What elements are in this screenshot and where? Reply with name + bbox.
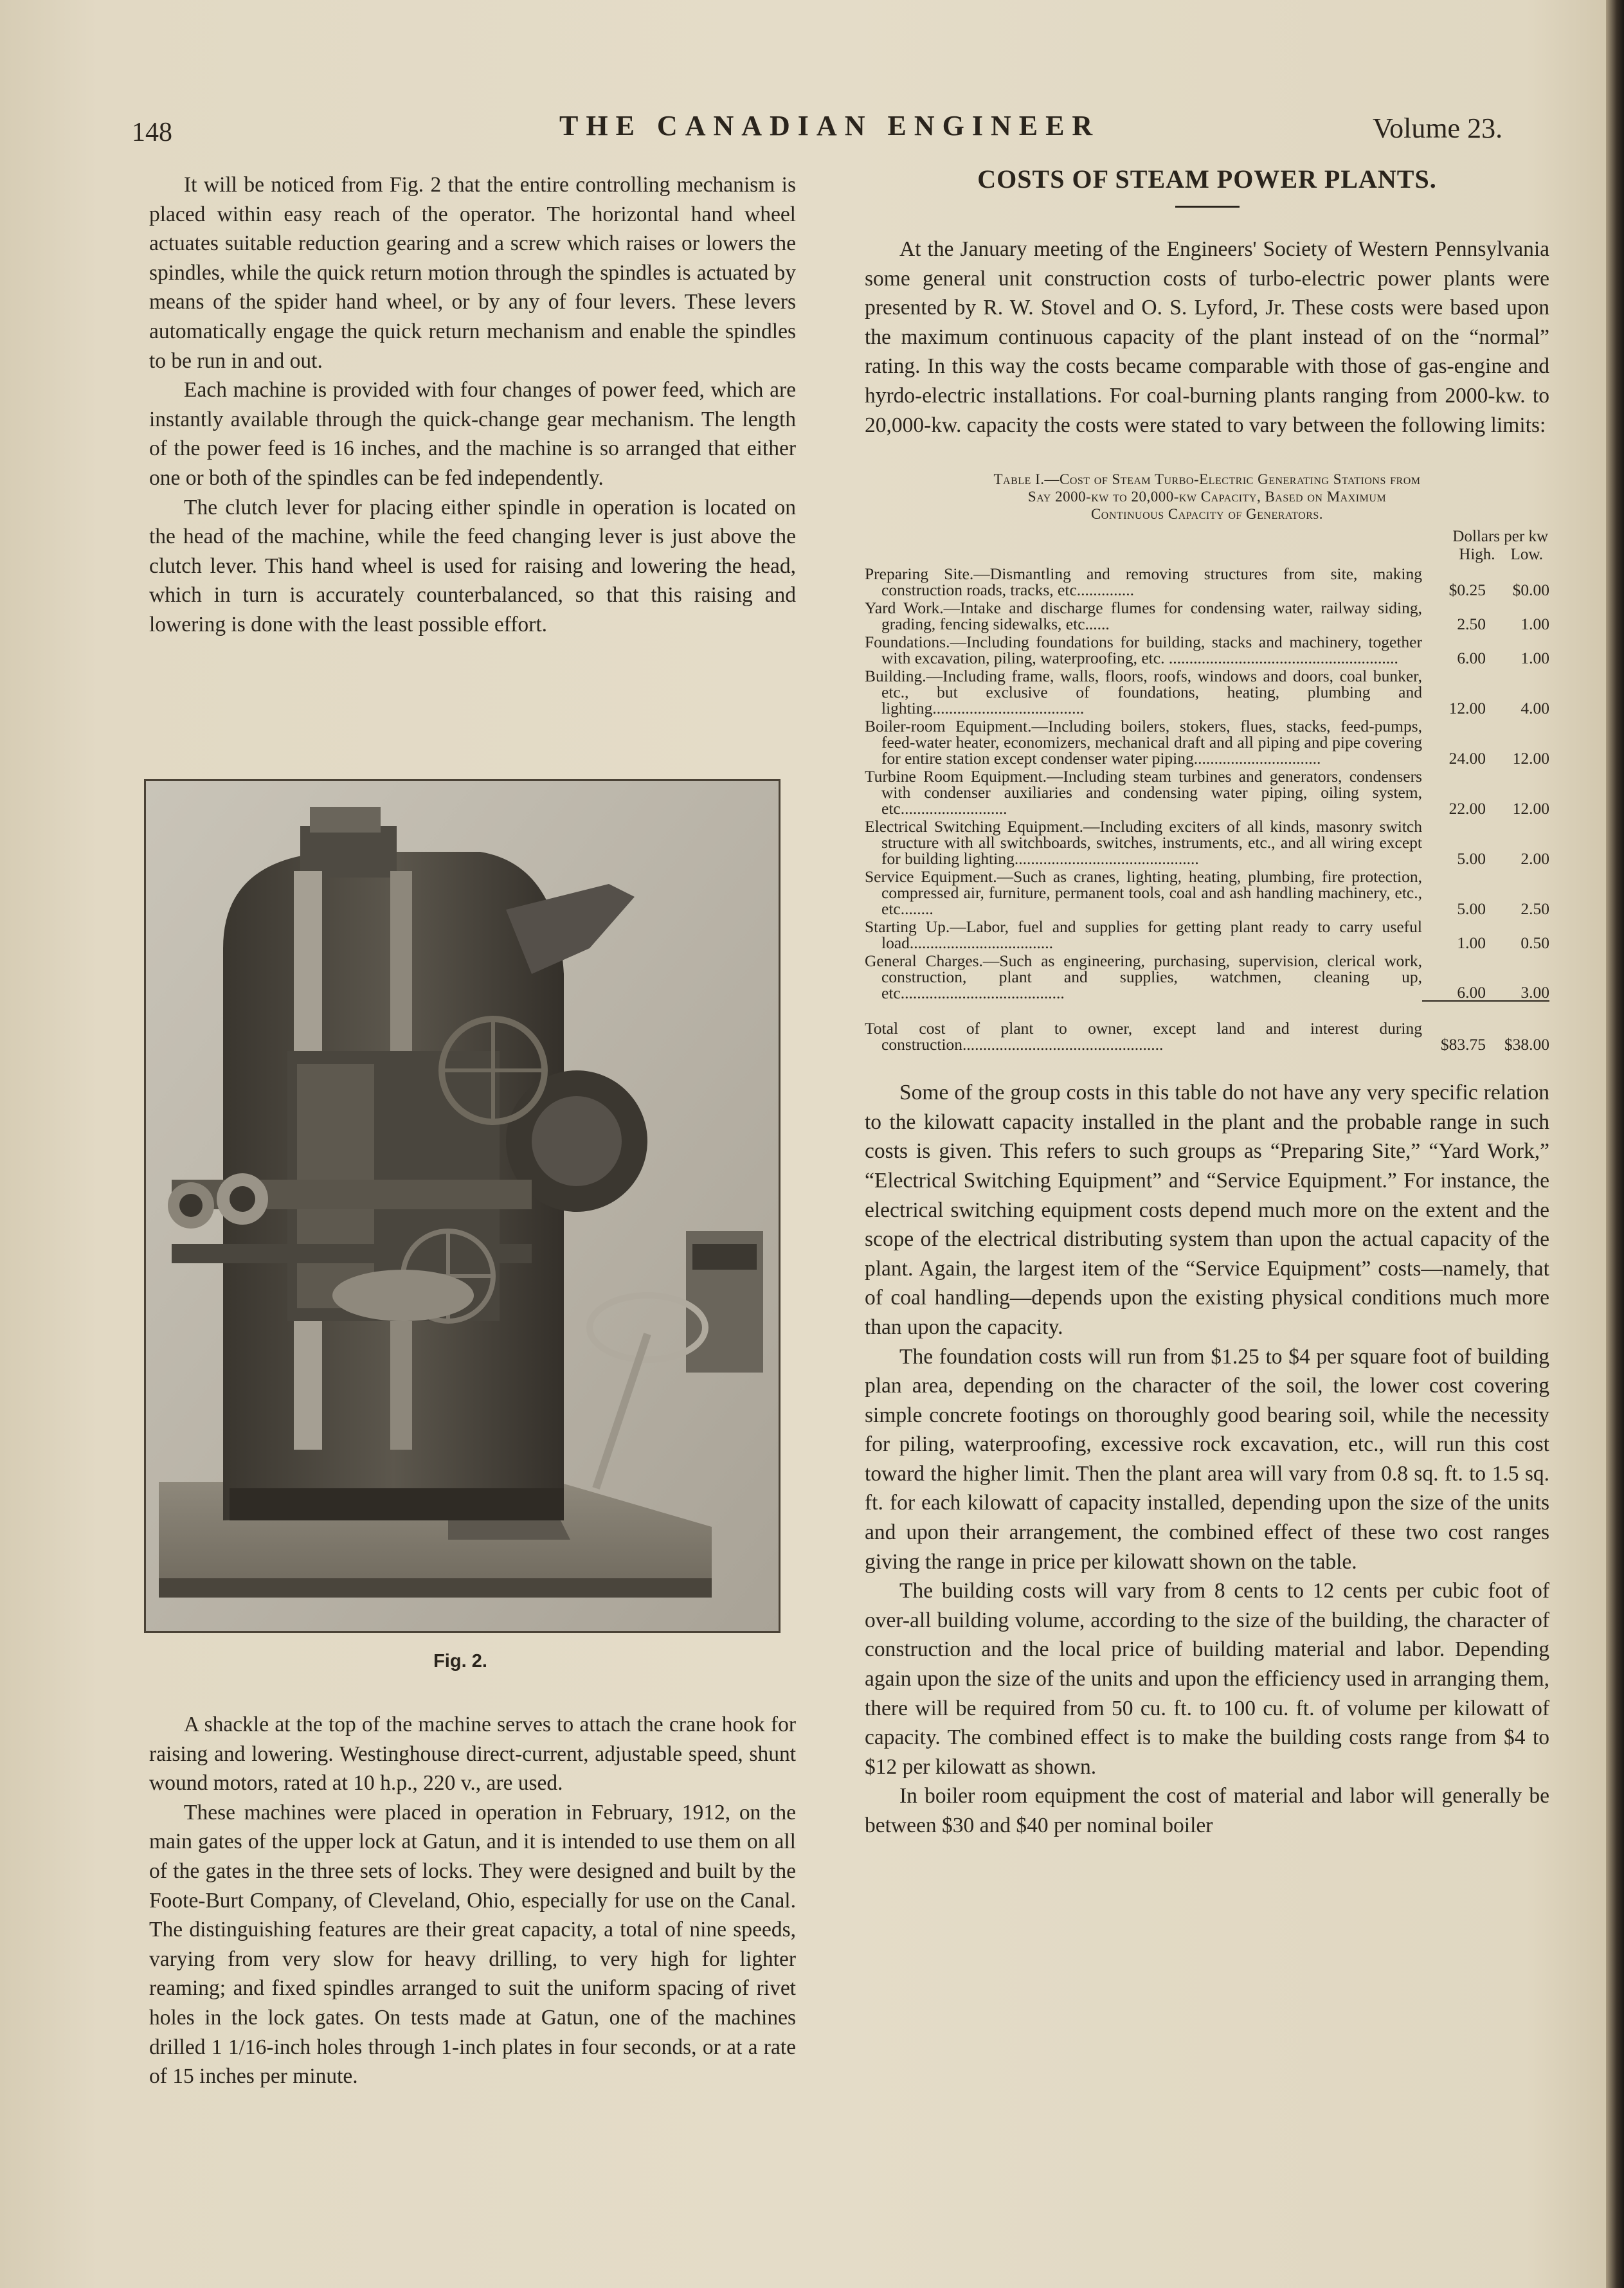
- row-low-value: 1.00: [1520, 649, 1549, 668]
- row-high-value: 2.50: [1457, 615, 1486, 634]
- row-high-value: 22.00: [1448, 799, 1486, 818]
- figure-caption: Fig. 2.: [433, 1651, 487, 1671]
- table-units-label: Dollars per kw: [1452, 528, 1548, 546]
- table-caption: [865, 471, 1549, 523]
- row-low-value: 1.00: [1520, 615, 1549, 634]
- row-low-value: 12.00: [1512, 749, 1549, 768]
- paragraph: It will be noticed from Fig. 2 that the entire controlling mechanism is placed within easy reach of the operator. The horizontal hand wheel actuates suitable reduction gearing and a screw which raises or lowers the spindles, while the quick return motion through the spindles is actuated by means of the spider hand wheel, or by any of four levers. These levers automatically engage the quick return mechanism and enable the spindles to be run in and out.: [149, 173, 796, 373]
- table-caption-line: Continuous Capacity of Generators.: [1090, 506, 1324, 523]
- row-low-value: 3.00: [1486, 951, 1549, 1001]
- row-low-value: 12.00: [1512, 799, 1549, 818]
- row-description: Starting Up.—Labor, fuel and supplies for getting plant ready to carry useful load...................................: [865, 917, 1422, 953]
- left-column-lower: [149, 1710, 796, 2091]
- row-description: Electrical Switching Equipment.—Including exciters of all kinds, masonry switch structure with all switchboards, switches, instruments, etc., and all wiring except for building lighting.............................................: [865, 817, 1422, 869]
- table-row: [865, 632, 1549, 666]
- row-high-value: 6.00: [1457, 649, 1486, 668]
- drilling-machine-illustration: [146, 781, 779, 1631]
- table-column-headers: [865, 546, 1549, 564]
- table-row: [865, 716, 1549, 766]
- paragraph: Each machine is provided with four changes of power feed, which are instantly available through the quick-change gear mechanism. The length of the power feed is 16 inches, and the machine is so arranged that either one or both of the spindles can be fed independently.: [149, 378, 796, 490]
- row-high-value: 6.00: [1422, 951, 1486, 1001]
- row-description: General Charges.—Such as engineering, purchasing, supervision, clerical work, construction, plant and supplies, watchmen, cleaning up, etc........................................: [865, 951, 1422, 1003]
- row-description: Preparing Site.—Dismantling and removing structures from site, making construction roads, tracks, etc..............: [865, 564, 1422, 600]
- table-row: [865, 666, 1549, 716]
- cost-table: [865, 564, 1549, 1052]
- right-column: [865, 164, 1549, 1841]
- machine-photograph: [144, 779, 780, 1633]
- paragraph: The clutch lever for placing either spindle in operation is located on the head of the machine, while the feed changing lever is just above the clutch lever. This hand wheel is used for raising and lowering the head, which in turn is accurately counterbalanced, so that this raising and lowering is done with the least possible effort.: [149, 495, 796, 636]
- table-row: [865, 766, 1549, 816]
- paragraph: The building costs will vary from 8 cents to 12 cents per cubic foot of over-all building volume, according to the size of the building, the character of construction and the local price of building material and labor. Depending again upon the size of the units and upon the efficiency used in arranging them, there will be required from 50 cu. ft. to 100 cu. ft. of volume per kilowatt of capacity. The combined effect is to make the building costs range from $4 to $12 per kilowatt as shown.: [865, 1579, 1549, 1779]
- row-high-value: 5.00: [1457, 849, 1486, 869]
- total-low: $38.00: [1504, 1035, 1549, 1054]
- left-column-upper: [149, 170, 796, 640]
- total-description: Total cost of plant to owner, except land and interest during construction.................................................: [865, 1019, 1422, 1054]
- row-description: Turbine Room Equipment.—Including steam turbines and generators, condensers with condenser auxiliaries and condensing water piping, oiling system, etc..........................: [865, 767, 1422, 818]
- table-row: [865, 917, 1549, 951]
- row-low-value: 2.00: [1520, 849, 1549, 869]
- table-row: [865, 598, 1549, 632]
- article-title: COSTS OF STEAM POWER PLANTS.: [977, 165, 1437, 194]
- row-description: Foundations.—Including foundations for building, stacks and machinery, together with excavation, piling, waterproofing, etc. ........................................................: [865, 633, 1422, 668]
- page-number: 148: [132, 118, 172, 147]
- row-description: Yard Work.—Intake and discharge flumes for condensing water, railway siding, grading, fencing sidewalks, etc......: [865, 599, 1422, 634]
- running-header: [0, 109, 1569, 154]
- table-caption-line: Say 2000-kw to 20,000-kw Capacity, Based on Maximum: [1027, 489, 1387, 505]
- table-row: [865, 867, 1549, 917]
- row-high-value: 5.00: [1457, 899, 1486, 919]
- volume-label: Volume 23.: [1373, 113, 1503, 144]
- table-row: [865, 951, 1549, 1001]
- row-description: Service Equipment.—Such as cranes, lighting, heating, plumbing, fire protection, compressed air, furniture, permanent tools, coal and ash handling machinery, etc., etc........: [865, 867, 1422, 919]
- paragraph: The foundation costs will run from $1.25 to $4 per square foot of building plan area, depending on the character of the soil, the lower cost covering simple concrete footings on thoroughly good bearing soil, while the necessity for piling, waterproofing, excessive rock excavation, etc., will run this cost toward the higher limit. Then the plant area will vary from 0.8 sq. ft. to 1.5 sq. ft. for each kilowatt of capacity installed, depending upon the size of the units and upon their arrangement, the combined effect of these two cost ranges giving the range in price per kilowatt shown on the table.: [865, 1344, 1549, 1574]
- row-high-value: 1.00: [1457, 933, 1486, 953]
- title-rule: [1175, 206, 1240, 208]
- column-header-high: High.: [1459, 546, 1495, 564]
- journal-title: THE CANADIAN ENGINEER: [559, 110, 1101, 141]
- row-description: Building.—Including frame, walls, floors, roofs, windows and doors, coal bunker, etc., but exclusive of foundations, heating, plumbing and lighting.....................................: [865, 667, 1422, 718]
- table-row: [865, 816, 1549, 867]
- intro-paragraph: At the January meeting of the Engineers' Society of Western Pennsylvania some general unit construction costs of turbo-electric power plants were presented by R. W. Stovel and O. S. Lyford, Jr. These costs were based upon the maximum continuous capacity of the plant instead of on the “normal” rating. In this way the costs became comparable with those of gas-engine and hyrdo-electric installations. For coal-burning plants ranging from 2000-kw. to 20,000-kw. capacity the costs were stated to vary between the following limits:: [865, 237, 1549, 437]
- paragraph: Some of the group costs in this table do not have any very specific relation to the kilowatt capacity installed in the plant and the probable range in such costs is given. This refers to such groups as “Preparing Site,” “Yard Work,” “Electrical Switching Equipment” and “Service Equipment.” For instance, the electrical switching equipment costs depend much more on the extent and the scope of the electrical distributing system than upon the actual capacity of the plant. Again, the largest item of the “Service Equipment” costs—namely, that of coal handling—depends upon the existing physical conditions much more than upon the capacity.: [865, 1081, 1549, 1339]
- row-high-value: 12.00: [1448, 699, 1486, 718]
- row-high-value: 24.00: [1448, 749, 1486, 768]
- row-low-value: 2.50: [1520, 899, 1549, 919]
- row-low-value: 0.50: [1520, 933, 1549, 953]
- paragraph: A shackle at the top of the machine serves to attach the crane hook for raising and lowering. Westinghouse direct-current, adjustable speed, shunt wound motors, rated at 10 h.p., 220 v., are used.: [149, 1713, 796, 1796]
- paragraph: These machines were placed in operation in February, 1912, on the main gates of the upper lock at Gatun, and it is intended to use them on all of the gates in the three sets of locks. They were designed and built by the Foote-Burt Company, of Cleveland, Ohio, especially for use on the Canal. The distinguishing features are their great capacity, a total of nine speeds, varying from very slow for heavy drilling, to very high for lighter reaming; and fixed spindles arranged to suit the uniform spacing of rivet holes in the lock gates. On tests made at Gatun, one of the machines drilled 1 1/16-inch holes through 1-inch plates in four seconds, or at a rate of 15 inches per minute.: [149, 1800, 796, 2089]
- paragraph: In boiler room equipment the cost of material and labor will generally be between $30 and $40 per nominal boiler: [865, 1784, 1549, 1837]
- column-header-low: Low.: [1510, 546, 1543, 564]
- row-high-value: $0.25: [1448, 581, 1486, 600]
- table-caption-line: Table I.—Cost of Steam Turbo-Electric Generating Stations from: [993, 471, 1421, 488]
- table-row: [865, 564, 1549, 598]
- total-high: $83.75: [1440, 1035, 1486, 1054]
- page-binding-edge: [1606, 0, 1624, 2288]
- table-total-row: [865, 1001, 1549, 1052]
- row-description: Boiler-room Equipment.—Including boilers, stokers, flues, stacks, feed-pumps, feed-water heater, economizers, mechanical draft and all piping and pipe covering for entire station except condenser water piping...............................: [865, 717, 1422, 768]
- article-body: [865, 1078, 1549, 1840]
- row-low-value: $0.00: [1512, 581, 1549, 600]
- row-low-value: 4.00: [1520, 699, 1549, 718]
